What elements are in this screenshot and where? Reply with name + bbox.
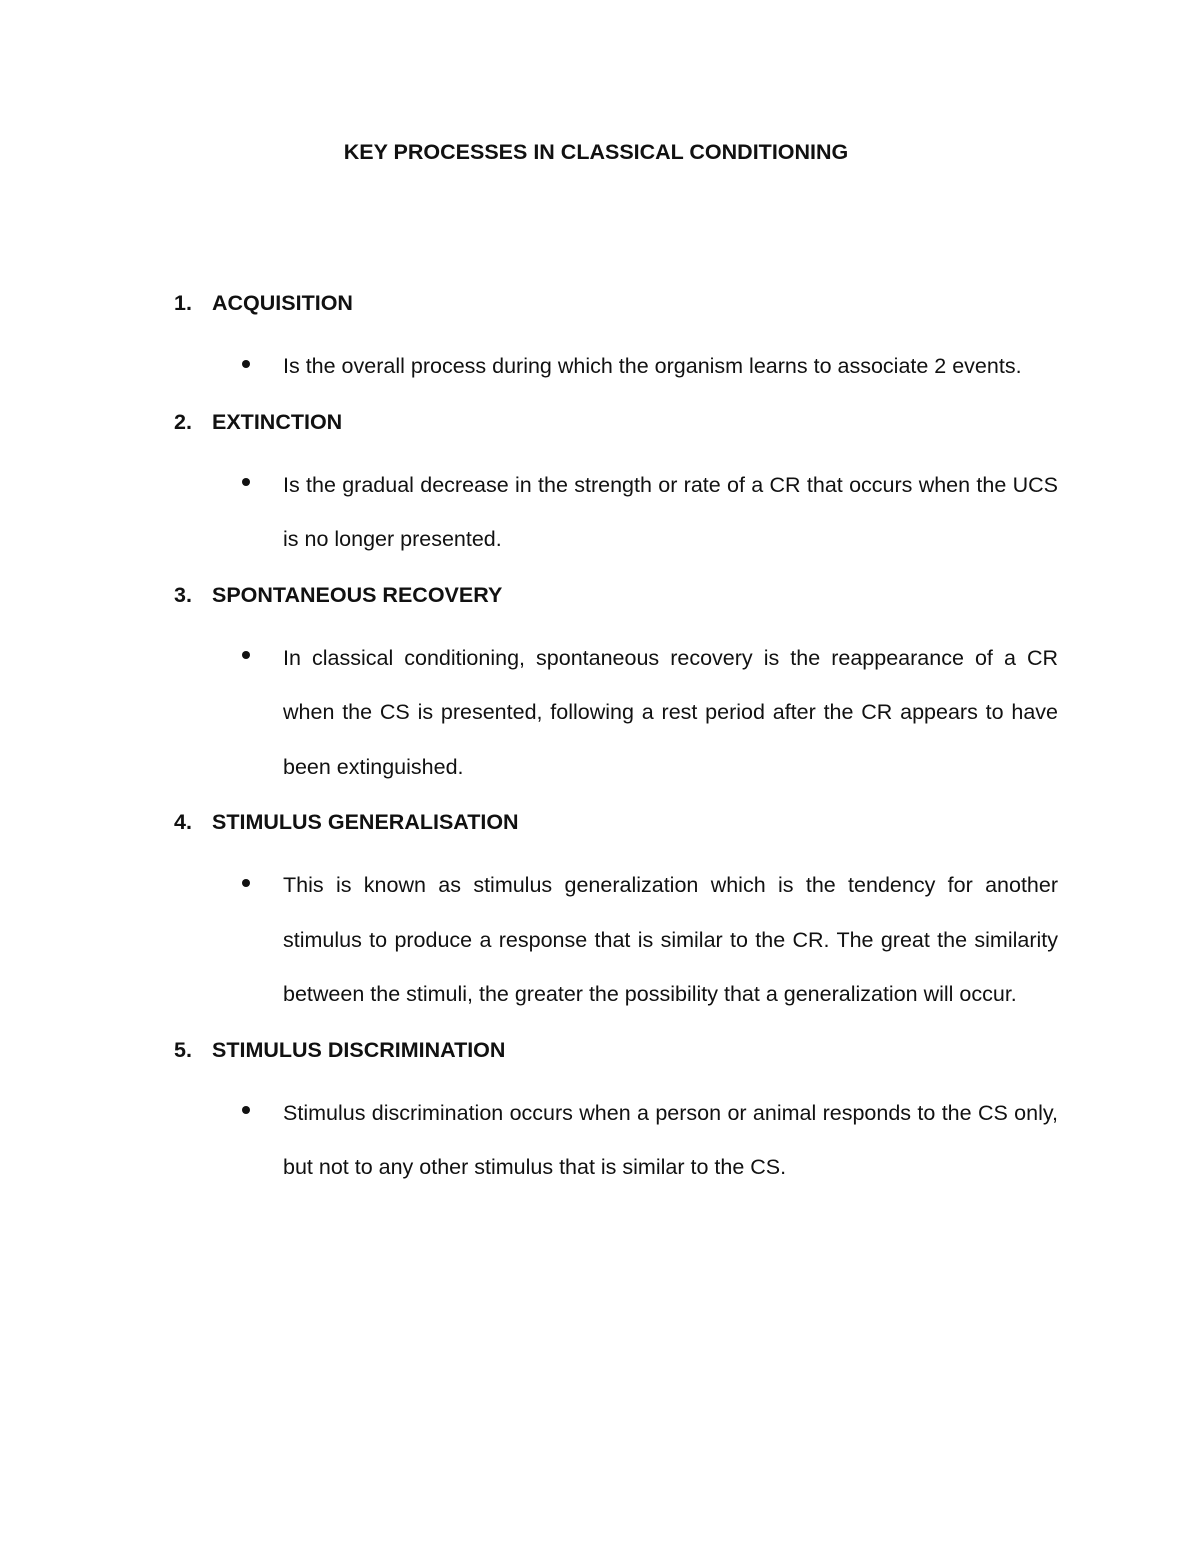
section-item: [174, 285, 1058, 394]
section-bullet: [174, 858, 1058, 1022]
document-title: KEY PROCESSES IN CLASSICAL CONDITIONING: [343, 140, 849, 164]
bullet-icon: [242, 1086, 250, 1141]
section-number: 1.: [174, 291, 192, 315]
section-bullet: [174, 631, 1058, 795]
section-heading-text: SPONTANEOUS RECOVERY: [212, 582, 503, 607]
section-number: 5.: [174, 1037, 192, 1062]
section-heading-text: ACQUISITION: [212, 291, 353, 315]
section-heading: [174, 804, 1058, 840]
section-heading-text: STIMULUS DISCRIMINATION: [212, 1037, 506, 1062]
bullet-icon: [242, 339, 250, 394]
section-description: In classical conditioning, spontaneous recovery is the reappearance of a CR when the CS is presented, following a rest period after the CR appears to have been extinguished.: [283, 645, 1058, 779]
section-heading: [174, 1032, 1058, 1068]
section-item: [174, 1032, 1058, 1195]
section-heading: [174, 577, 1058, 613]
section-bullet: [174, 1086, 1058, 1195]
section-item: [174, 404, 1058, 567]
section-heading: [174, 404, 1058, 440]
section-number: 2.: [174, 409, 192, 434]
section-description: Is the gradual decrease in the strength or rate of a CR that occurs when the UCS is no longer presented.: [283, 472, 1058, 551]
bullet-icon: [242, 631, 250, 686]
section-heading-text: EXTINCTION: [212, 409, 343, 434]
section-number: 4.: [174, 810, 192, 834]
section-item: [174, 577, 1058, 795]
section-heading-text: STIMULUS GENERALISATION: [212, 810, 519, 834]
section-bullet: [174, 458, 1058, 567]
section-description: Stimulus discrimination occurs when a person or animal responds to the CS only, but not to any other stimulus that is similar to the CS.: [283, 1100, 1058, 1179]
section-bullet: [174, 339, 1058, 394]
section-description: Is the overall process during which the organism learns to associate 2 events.: [283, 354, 1022, 378]
bullet-icon: [242, 458, 250, 513]
section-description: This is known as stimulus generalization which is the tendency for another stimulus to produce a response that is similar to the CR. The great the similarity between the stimuli, the greater the possibility that a generalization will occur.: [283, 873, 1058, 1006]
section-item: [174, 804, 1058, 1022]
section-heading: [174, 285, 1058, 321]
section-list: [174, 285, 1058, 1205]
section-number: 3.: [174, 582, 192, 607]
bullet-icon: [242, 858, 250, 913]
